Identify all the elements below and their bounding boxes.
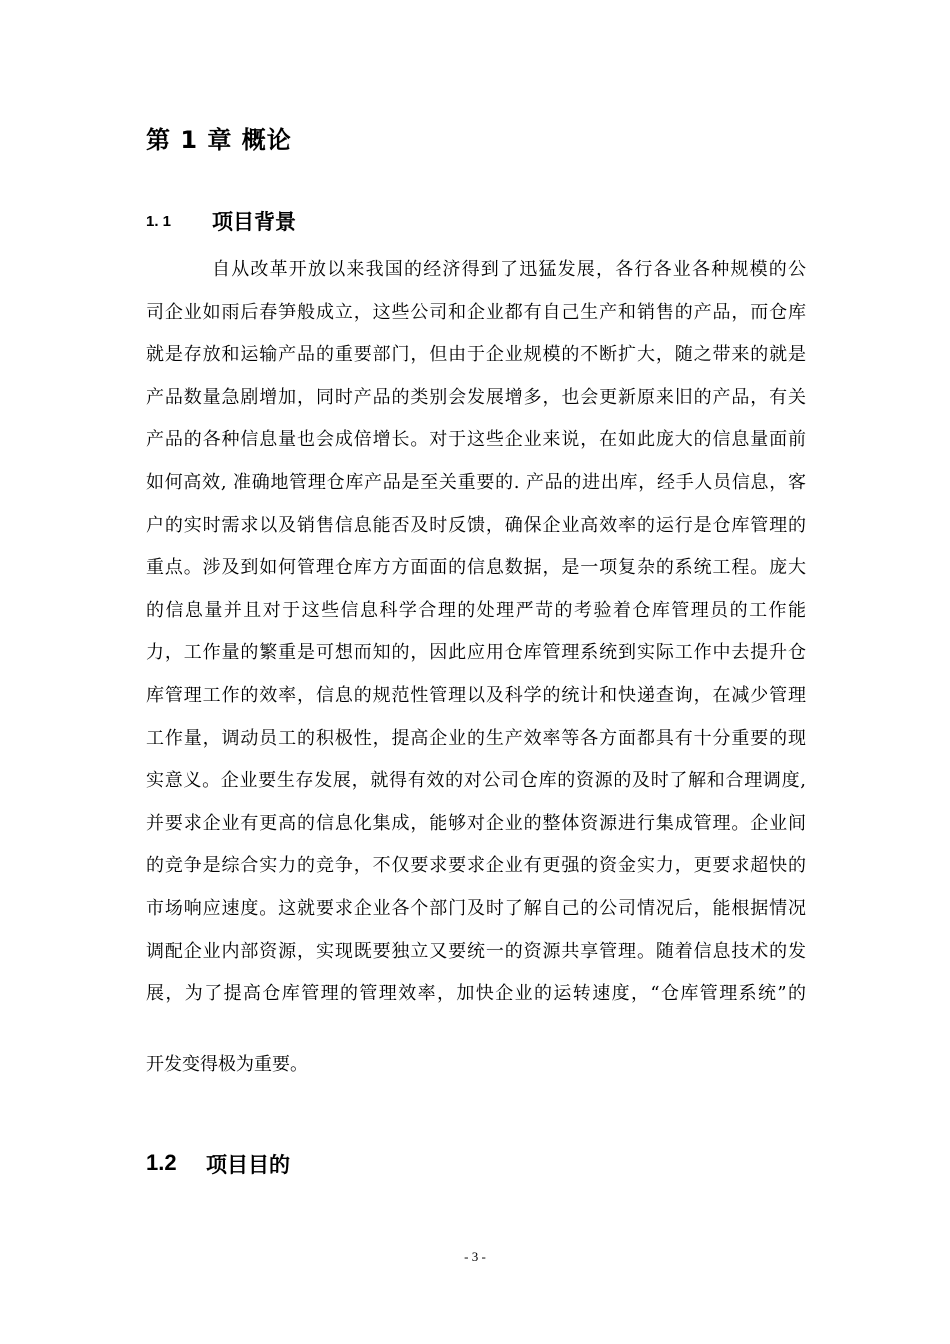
paragraph-line: 重点。涉及到如何管理仓库方方面面的信息数据，是一项复杂的系统工程。庞大: [146, 557, 806, 579]
paragraph-line: 并要求企业有更高的信息化集成，能够对企业的整体资源进行集成管理。企业间: [146, 812, 806, 834]
section-number: 1.2: [146, 1150, 177, 1175]
paragraph-line: 产品的各种信息量也会成倍增长。对于这些企业来说，在如此庞大的信息量面前: [146, 429, 806, 451]
paragraph-line: 库管理工作的效率，信息的规范性管理以及科学的统计和快递查询，在减少管理: [146, 684, 806, 706]
paragraph-line: 的竞争是综合实力的竞争，不仅要求要求企业有更强的资金实力，更要求超快的: [146, 855, 806, 877]
paragraph-line: 工作量，调动员工的积极性，提高企业的生产效率等各方面都具有十分重要的现: [146, 727, 806, 749]
section-title: 项目背景: [212, 210, 296, 234]
paragraph-line: 力，工作量的繁重是可想而知的，因此应用仓库管理系统到实际工作中去提升仓: [146, 642, 806, 664]
paragraph-line: 如何高效, 准确地管理仓库产品是至关重要的. 产品的进出库，经手人员信息，客: [146, 471, 806, 493]
paragraph-line: 实意义。企业要生存发展，就得有效的对公司仓库的资源的及时了解和合理调度,: [146, 770, 806, 792]
section-title: 项目目的: [206, 1153, 290, 1177]
paragraph-line: 展，为了提高仓库管理的管理效率，加快企业的运转速度，“仓库管理系统”的: [146, 983, 806, 1005]
paragraph-line: 司企业如雨后春笋般成立，这些公司和企业都有自己生产和销售的产品，而仓库: [146, 301, 806, 323]
paragraph-line: 调配企业内部资源，实现既要独立又要统一的资源共享管理。随着信息技术的发: [146, 940, 806, 962]
paragraph-line: 产品数量急剧增加，同时产品的类别会发展增多，也会更新原来旧的产品，有关: [146, 386, 806, 408]
paragraph-line: 市场响应速度。这就要求企业各个部门及时了解自己的公司情况后，能根据情况: [146, 897, 806, 919]
paragraph-line: 就是存放和运输产品的重要部门，但由于企业规模的不断扩大，随之带来的就是: [146, 344, 806, 366]
paragraph-line: 自从改革开放以来我国的经济得到了迅猛发展，各行各业各种规模的公: [212, 259, 806, 280]
paragraph-line: 户的实时需求以及销售信息能否及时反馈，确保企业高效率的运行是仓库管理的: [146, 514, 806, 536]
page-number: - 3 -: [464, 1249, 486, 1264]
section-number: 1. 1: [146, 213, 172, 230]
body-paragraph: [146, 255, 806, 1092]
chapter-title: 第 1 章 概论: [146, 126, 292, 154]
paragraph-line: 开发变得极为重要。: [146, 1053, 308, 1075]
paragraph-line: 的信息量并且对于这些信息科学合理的处理严苛的考验着仓库管理员的工作能: [146, 599, 806, 621]
